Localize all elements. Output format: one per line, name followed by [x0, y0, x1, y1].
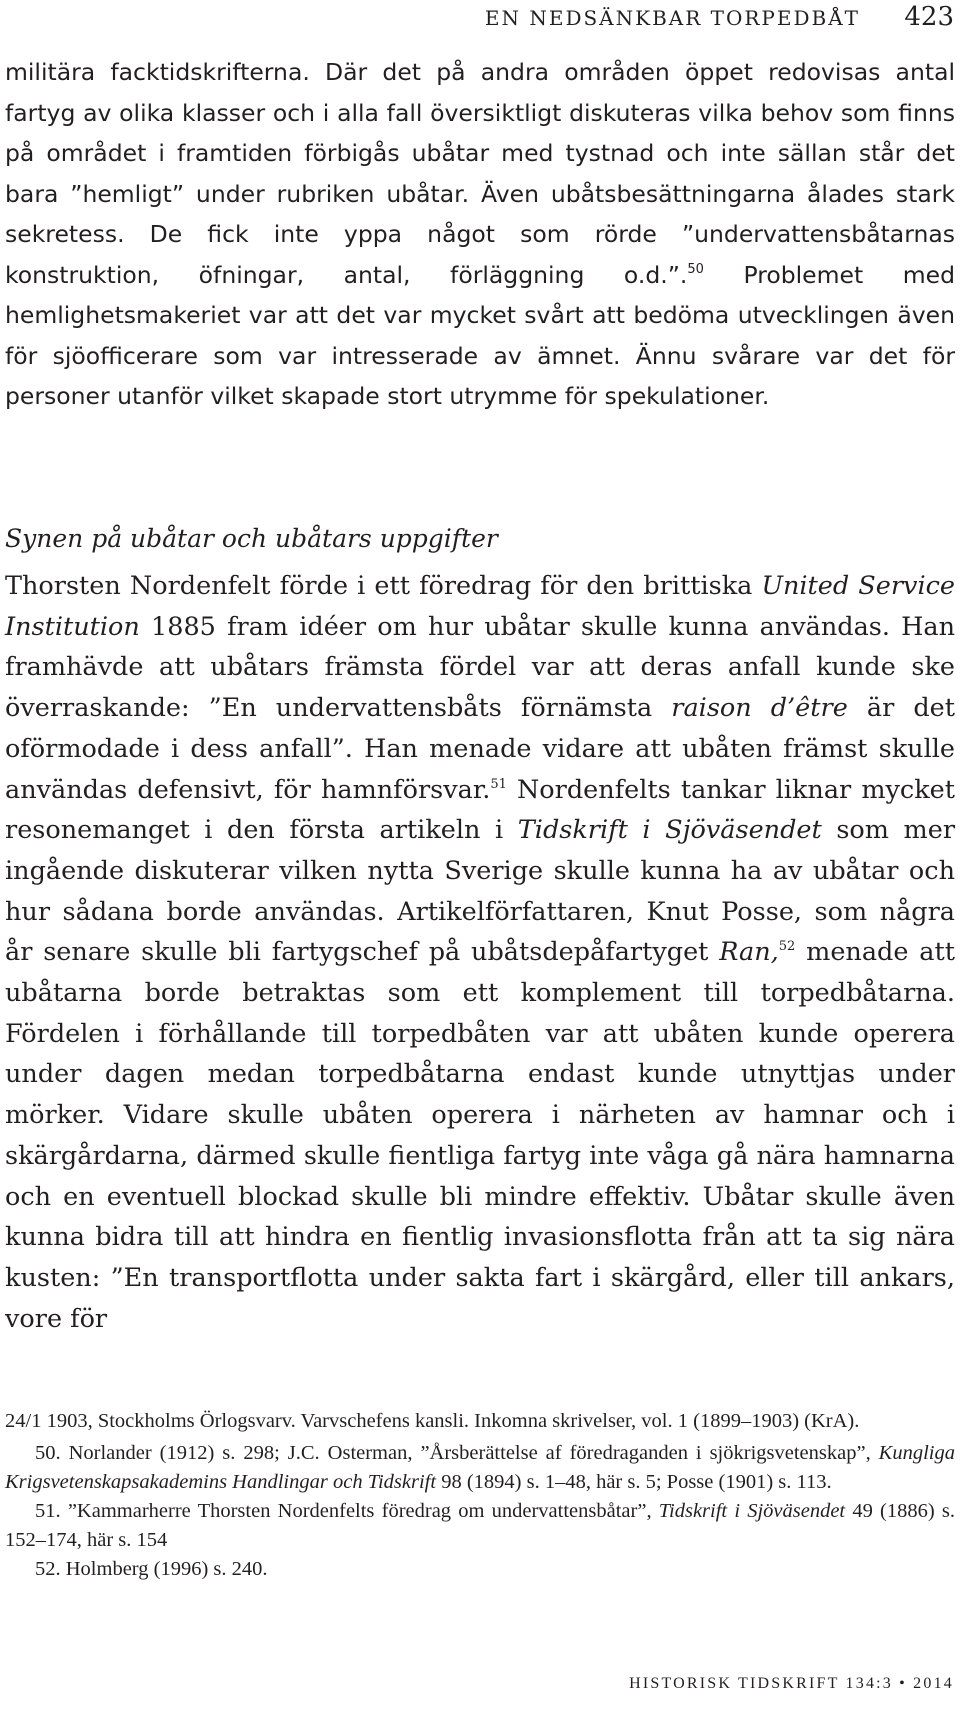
page-header — [0, 0, 960, 40]
page-footer — [629, 1675, 954, 1693]
footnote-50 — [5, 1439, 955, 1497]
paragraph-2-text-4: Nordenfelts tankar liknar mycket resonemanget i den första artikeln i — [5, 774, 955, 846]
footnote-50-text-b: 98 (1894) s. 1–48, här s. 5; Posse (1901) s. 113. — [436, 1471, 832, 1493]
paragraph-2-italic-1: United Service Institution — [5, 571, 955, 642]
footnote-ref-52: 52 — [778, 939, 796, 955]
paragraph-2 — [5, 566, 955, 1339]
footnote-50-italic: Kungliga Krigsvetenskapsakademins Handlingar och Tidskrift — [5, 1442, 955, 1493]
section-heading: Synen på ubåtar och ubåtars uppgifter — [5, 524, 498, 553]
paragraph-2-text-5: som mer ingående diskuterar vilken nytta Sverige skulle kunna ha av ubåtar och hur sådana borde användas. Artikelförfattaren, Knut Posse, som några år senare skulle bli fartygschef på ubåtsdepåfartyget — [5, 815, 956, 968]
paragraph-2-italic-2: raison d’être — [671, 693, 848, 724]
footnote-51 — [5, 1497, 955, 1555]
footnotes — [5, 1407, 955, 1584]
paragraph-2-text-1: Thorsten Nordenfelt förde i ett föredrag för den brittiska — [5, 571, 762, 601]
paragraph-1 — [5, 52, 955, 417]
footnote-50-text-a: 50. Norlander (1912) s. 298; J.C. Osterman, ”Årsberättelse af föredraganden i sjökrigsvetenskap”, — [35, 1442, 879, 1464]
footnote-ref-51: 51 — [490, 776, 507, 792]
paragraph-2-text-2: 1885 fram idéer om hur ubåtar skulle kunna användas. Han framhävde att ubåtars främsta fördel var att deras anfall kunde ske överraskande: ”En undervattensbåts förnämsta — [5, 611, 955, 724]
paragraph-1-text-b: Problemet med hemlighetsmakeriet var att det var mycket svårt att bedöma utvecklingen även för sjöofficerare som var intresserade av ämnet. Ännu svårare var det för personer utanför vilket skapade stort utrymme för spekulationer. — [5, 260, 955, 410]
paragraph-2-italic-4: Ran, — [719, 937, 779, 968]
page-number: 423 — [904, 2, 954, 32]
footnote-continuation: 24/1 1903, Stockholms Örlogsvarv. Varvschefens kansli. Inkomna skrivelser, vol. 1 (1899–1903) (KrA). — [5, 1410, 860, 1432]
footnote-ref-50: 50 — [687, 261, 704, 277]
paragraph-2-text-3: är det oförmodade i dess anfall”. Han menade vidare att ubåten främst skulle användas defensivt, för hamnförsvar. — [5, 693, 955, 805]
paragraph-1-text-a: militära facktidskrifterna. Där det på andra områden öppet redovisas antal fartyg av olika klasser och i alla fall översiktligt diskuteras vilka behov som finns på området i framtiden förbigås ubåtar med tystnad och inte sällan står det bara ”hemligt” under rubriken ubåtar. Även ubåtsbesättningarna ålades stark sekretess. De fick inte yppa något som rörde ”undervattensbåtarnas konstruktion, öfningar, antal, förläggning o.d.”. — [5, 58, 955, 289]
footnote-51-text-b: 49 (1886) s. 152–174, här s. 154 — [5, 1500, 955, 1551]
footnote-51-text-a: 51. ”Kammarherre Thorsten Nordenfelts föredrag om undervattensbåtar”, — [35, 1500, 659, 1522]
journal-citation: HISTORISK TIDSKRIFT 134:3 • 2014 — [629, 1675, 954, 1692]
footnote-51-italic: Tidskrift i Sjöväsendet — [658, 1500, 846, 1522]
paragraph-2-italic-3: Tidskrift i Sjöväsendet — [517, 815, 822, 846]
running-title: EN NEDSÄNKBAR TORPEDBÅT — [484, 6, 860, 30]
footnote-52: 52. Holmberg (1996) s. 240. — [35, 1558, 268, 1580]
paragraph-2-text-6: menade att ubåtarna borde betraktas som ett komplement till torpedbåtarna. Fördelen i förhållande till torpedbåten var att ubåten kunde operera under dagen medan torpedbåtarna endast kunde utnyttjas under mörker. Vidare skulle ubåten operera i närheten av hamnar och i skärgårdarna, därmed skulle fientliga fartyg inte våga gå nära hamnarna och en eventuell blockad skulle bli mindre effektiv. Ubåtar skulle även kunna bidra till att hindra en fientlig invasionsflotta från att ta sig nära kusten: ”En transportflotta under sakta fart i skärgård, eller till ankars, vore för — [5, 937, 955, 1334]
